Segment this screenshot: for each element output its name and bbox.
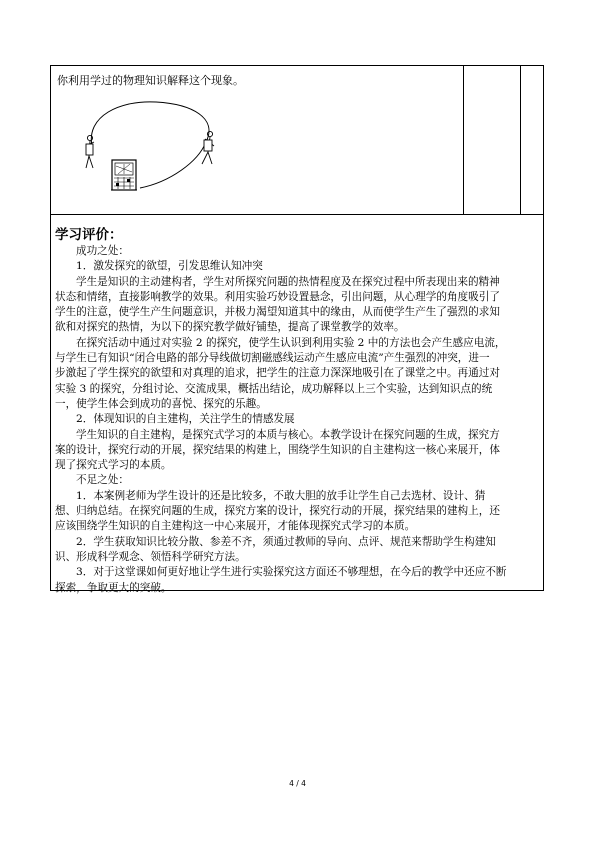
evaluation-line: 识、形成科学观念、领悟科学研究方法。 xyxy=(55,550,246,563)
evaluation-line: 状态和情绪，直接影响教学的效果。利用实验巧妙设置悬念，引出问题，从心理学的角度吸引了 xyxy=(55,290,500,303)
left-student-figure xyxy=(86,135,94,168)
evaluation-line: 与学生已有知识“闭合电路的部分导线做切割磁感线运动产生感应电流”产生强烈的冲突，进一 xyxy=(55,352,490,365)
evaluation-line: 步激起了学生探究的欲望和对真理的追求，把学生的注意力深深地吸引在了课堂之中。再通过对 xyxy=(55,367,500,380)
right-student-figure xyxy=(202,131,214,164)
evaluation-line: 1．本案例老师为学生设计的还是比较多，不敢大胆的放手让学生自己去选材、设计、猜 xyxy=(76,489,486,502)
evaluation-line: 1．激发探究的欲望，引发思维认知冲突 xyxy=(76,260,263,273)
column-divider xyxy=(520,65,521,215)
evaluation-line: 在探究活动中通过对实验 2 的探究，使学生认识到利用实验 2 中的方法也会产生感应电流， xyxy=(76,336,506,349)
evaluation-line: 学生是知识的主动建构者，学生对所探究问题的热情程度及在探究过程中所表现出来的精神 xyxy=(76,275,500,288)
evaluation-line: 一，使学生体会到成功的喜悦、探究的乐趣。 xyxy=(55,397,267,410)
evaluation-line: 不足之处： xyxy=(76,474,129,487)
rope-swing-illustration xyxy=(80,98,228,196)
evaluation-line: 应该围绕学生知识的自主建构这一中心来展开，才能体现探究式学习的本质。 xyxy=(55,520,416,533)
evaluation-line: 欲和对探究的热情，为以下的探究教学做好铺垫，提高了课堂教学的效率。 xyxy=(55,321,405,334)
evaluation-line: 学生的注意，使学生产生问题意识，并极力渴望知道其中的缘由，从而使学生产生了强烈的求知 xyxy=(55,306,500,319)
evaluation-body xyxy=(55,244,537,596)
evaluation-line: 学生知识的自主建构，是探究式学习的本质与核心。本教学设计在探究问题的生成，探究方 xyxy=(76,428,500,441)
evaluation-line: 案的设计，探究行动的开展，探究结果的构建上，围绕学生知识的自主建构这一核心来展开，体 xyxy=(55,443,500,456)
evaluation-line: 探索，争取更大的突破。 xyxy=(55,581,172,594)
evaluation-line: 2．体现知识的自主建构，关注学生的情感发展 xyxy=(76,413,295,426)
evaluation-line: 实验 3 的探究，分组讨论、交流成果，概括出结论，成功解释以上三个实验，达到知识点的统 xyxy=(55,382,493,395)
page-number: 4 / 4 xyxy=(289,779,306,788)
evaluation-line: 现了探究式学习的本质。 xyxy=(55,459,172,472)
galvanometer-box xyxy=(111,160,137,190)
evaluation-line: 3．对于这堂课如何更好地让学生进行实验探究这方面还不够理想，在今后的教学中还应不断 xyxy=(76,566,507,579)
experiment-prompt: 你利用学过的物理知识解释这个现象。 xyxy=(57,74,244,87)
evaluation-line: 想、归纳总结。在探究问题的生成，探究方案的设计，探究行动的开展，探究结果的建构上，还 xyxy=(55,505,500,518)
evaluation-line: 成功之处： xyxy=(76,245,129,257)
column-divider xyxy=(463,65,464,215)
evaluation-line: 2．学生获取知识比较分散、参差不齐，须通过教师的导向、点评、规范来帮助学生构建知 xyxy=(76,535,496,548)
evaluation-heading: 学习评价： xyxy=(55,227,123,243)
row-divider xyxy=(50,214,544,215)
